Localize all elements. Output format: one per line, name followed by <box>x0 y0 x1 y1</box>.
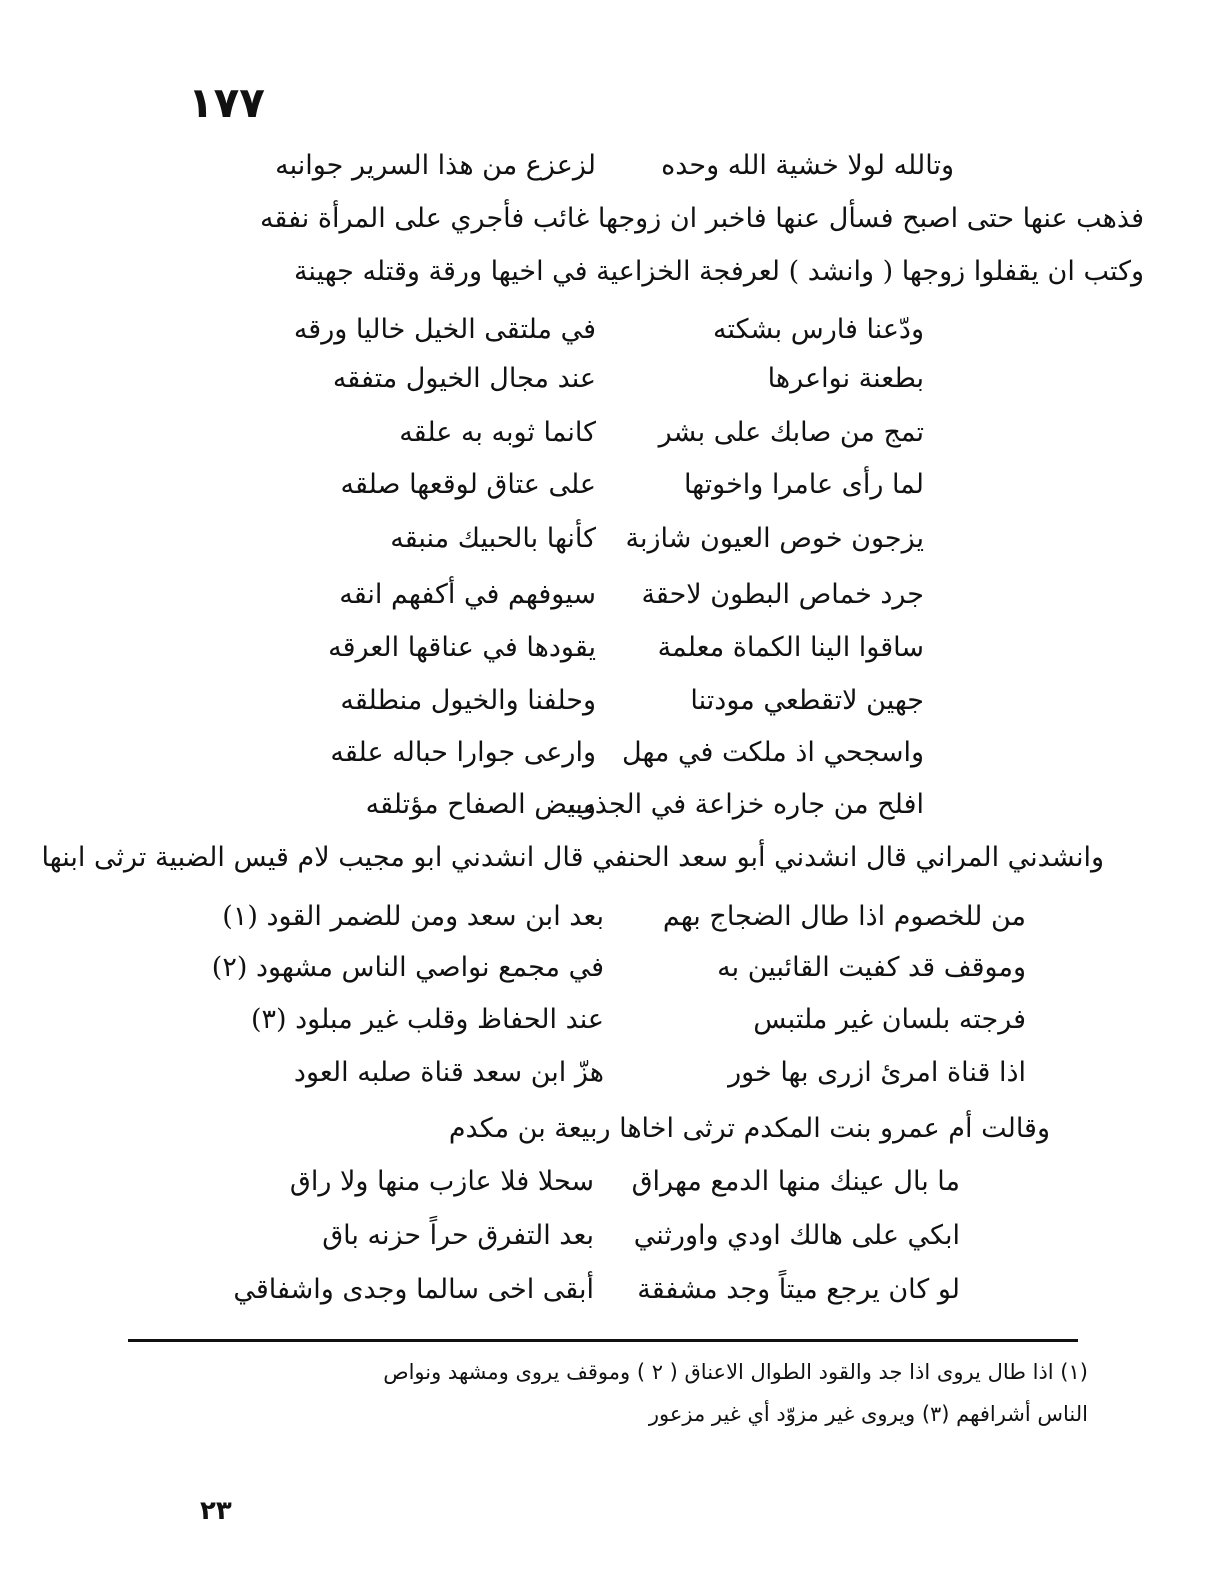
verse-line <box>0 739 1216 779</box>
footnote-line: الناس أشرافهم (٣) ويروى غير مزوّد أي غير مزعور <box>648 1402 1088 1426</box>
second-hemistich: بعد التفرق حراً حزنه باق <box>322 1220 594 1251</box>
first-hemistich: اذا قناة امرئ ازرى بها خور <box>728 1057 1026 1088</box>
first-hemistich: وتالله لولا خشية الله وحده <box>661 150 954 181</box>
second-hemistich: بعد ابن سعد ومن للضمر القود (١) <box>222 901 604 932</box>
verse-line <box>0 1168 1216 1208</box>
verse-line <box>0 634 1216 674</box>
first-hemistich: جهين لاتقطعي مودتنا <box>690 685 924 716</box>
first-hemistich: ساقوا الينا الكماة معلمة <box>657 632 924 663</box>
verse-line <box>0 316 1216 356</box>
verse-line <box>0 687 1216 727</box>
first-hemistich: ابكي على هالك اودي واورثني <box>633 1220 960 1251</box>
prose-line: وقالت أم عمرو بنت المكدم ترثى اخاها ربيعة بن مكدم <box>448 1113 1050 1144</box>
first-hemistich: فرجته بلسان غير ملتبس <box>753 1004 1026 1035</box>
first-hemistich: من للخصوم اذا طال الضجاج بهم <box>662 901 1026 932</box>
second-hemistich: يقودها في عناقها العرقه <box>328 632 596 663</box>
verse-line <box>0 419 1216 459</box>
first-hemistich: يزجون خوص العيون شازبة <box>625 523 924 554</box>
first-hemistich: جرد خماص البطون لاحقة <box>641 579 924 610</box>
second-hemistich: عند الحفاظ وقلب غير مبلود (٣) <box>250 1004 604 1035</box>
second-hemistich: في مجمع نواصي الناس مشهود (٢) <box>211 952 604 983</box>
second-hemistich: عند مجال الخيول متفقه <box>332 363 596 394</box>
second-hemistich: سيوفهم في أكفهم انقه <box>339 579 596 610</box>
first-hemistich: لو كان يرجع ميتاً وجد مشفقة <box>637 1274 960 1305</box>
first-hemistich: بطعنة نواعرها <box>767 363 924 394</box>
page-number-bottom: ٢٣ <box>200 1496 232 1526</box>
first-hemistich: تمج من صابك على بشر <box>658 417 924 448</box>
first-hemistich: واسجحي اذ ملكت في مهل <box>622 737 924 768</box>
verse-line <box>0 525 1216 565</box>
first-hemistich: افلح من جاره خزاعة في الجذب <box>569 789 924 820</box>
footnote-line: (١) اذا طال يروى اذا جد والقود الطوال الاعناق ( ٢ ) وموقف يروى ومشهد ونواص <box>383 1360 1088 1384</box>
verse-line <box>0 1059 1216 1099</box>
second-hemistich: وبيض الصفاح مؤتلقه <box>365 789 596 820</box>
verse-line <box>0 152 1216 192</box>
verse-line <box>0 1276 1216 1316</box>
second-hemistich: وارعى جوارا حباله علقه <box>330 737 596 768</box>
verse-line <box>0 365 1216 405</box>
footnote-divider <box>128 1339 1078 1342</box>
first-hemistich: وموقف قد كفيت القائبين به <box>717 952 1026 983</box>
first-hemistich: ودّعنا فارس بشكته <box>713 314 924 345</box>
first-hemistich: لما رأى عامرا واخوتها <box>683 469 924 500</box>
verse-line <box>0 471 1216 511</box>
verse-line <box>0 791 1216 831</box>
second-hemistich: على عتاق لوقعها صلقه <box>340 469 596 500</box>
verse-line <box>0 954 1216 994</box>
second-hemistich: هزّ ابن سعد قناة صلبه العود <box>293 1057 604 1088</box>
verse-line <box>0 581 1216 621</box>
verse-line <box>0 1006 1216 1046</box>
second-hemistich: وحلفنا والخيول منطلقه <box>340 685 596 716</box>
second-hemistich: كأنها بالحبيك منبقه <box>390 523 596 554</box>
second-hemistich: في ملتقى الخيل خاليا ورقه <box>293 314 596 345</box>
page-number-top: ١٧٧ <box>188 78 265 127</box>
second-hemistich: سحلا فلا عازب منها ولا راق <box>289 1166 594 1197</box>
prose-line: وانشدني المراني قال انشدني أبو سعد الحنفي قال انشدني ابو مجيب لام قيس الضبية ترثى ابنها <box>41 842 1104 873</box>
first-hemistich: ما بال عينك منها الدمع مهراق <box>631 1166 960 1197</box>
prose-line: وكتب ان يقفلوا زوجها ( وانشد ) لعرفجة الخزاعية في اخيها ورقة وقتله جهينة <box>293 256 1144 287</box>
verse-line <box>0 903 1216 943</box>
second-hemistich: كانما ثوبه به علقه <box>399 417 596 448</box>
second-hemistich: لزعزع من هذا السرير جوانبه <box>275 150 596 181</box>
prose-line: فذهب عنها حتى اصبح فسأل عنها فاخبر ان زوجها غائب فأجري على المرأة نفقه <box>259 203 1144 234</box>
second-hemistich: أبقى اخى سالما وجدى واشفاقي <box>233 1274 594 1305</box>
verse-line <box>0 1222 1216 1262</box>
